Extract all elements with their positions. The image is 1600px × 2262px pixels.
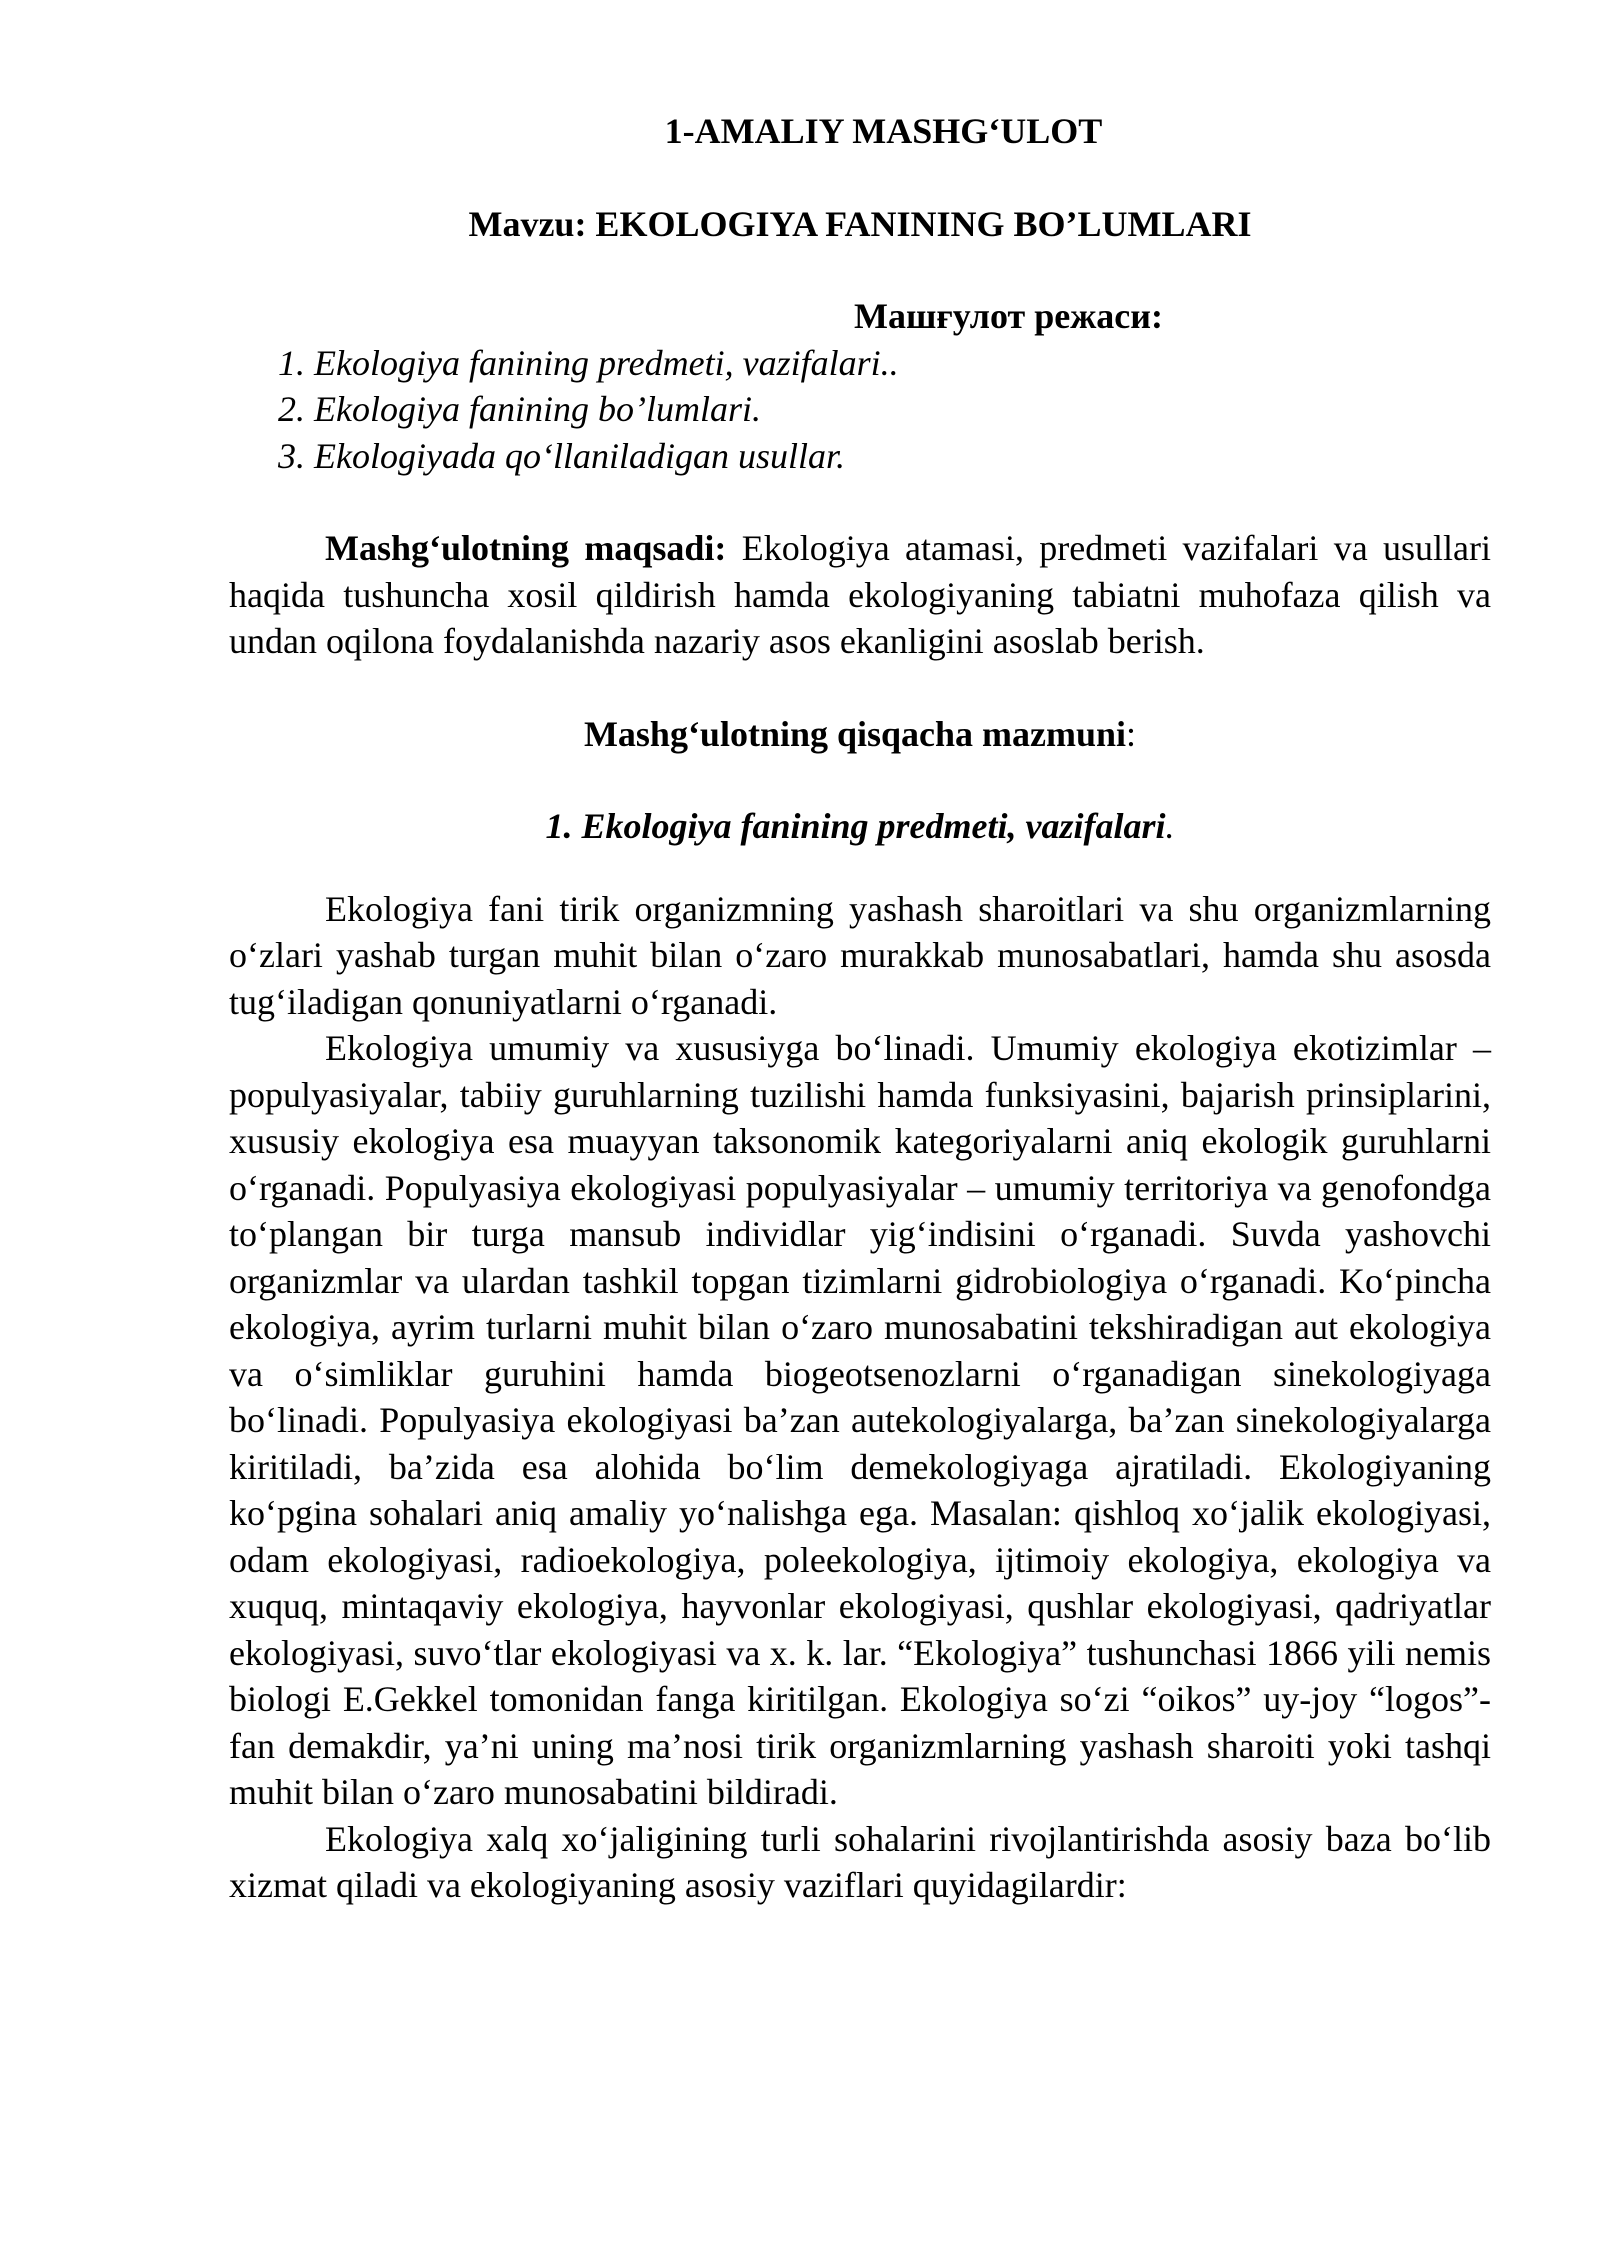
section-heading xyxy=(229,803,1491,850)
summary-heading-label: Mashg‘ulotning qisqacha mazmuni xyxy=(583,713,1127,754)
body-paragraph: Ekologiya fani tirik organizmning yashash sharoitlari va shu organizmlarning o‘zlari yashab turgan muhit bilan o‘zaro murakkab munosabatlari, hamda shu asosda tug‘iladigan qonuniyatlarni o‘rganadi. xyxy=(229,888,1491,1022)
plan-item: 1. Ekologiya fanining predmeti, vazifalari.. xyxy=(278,342,899,383)
goal-label: Mashg‘ulotning maqsadi: xyxy=(325,528,727,568)
body-paragraph: Ekologiya xalq xo‘jaligining turli sohalarini rivojlantirishda asosiy baza bo‘lib xizmat qiladi va ekologiyaning asosiy vaziflari quyidagilardir: xyxy=(229,1818,1491,1905)
section-heading-suffix: . xyxy=(1165,806,1175,846)
plan-item: 2. Ekologiya fanining bo’lumlari. xyxy=(278,389,761,429)
plan-heading: Машғулот режаси: xyxy=(853,296,1164,336)
body-paragraph: Ekologiya umumiy va xususiyga bo‘linadi. Umumiy ekologiya ekotizimlar – populyasiyalar, tabiiy guruhlarning tuzilishi hamda funksiyasini, bajarish prinsiplarini, xususiy ekologiya esa muayyan taksonomik kategoriyalarni aniq ekologik guruhlarni o‘rganadi. Populyasiya ekologiyasi populyasiyalar – umumiy territoriya va genofondga to‘plangan bir turga mansub individlar yig‘indisini o‘rganadi. Suvda yashovchi organizmlar va ulardan tashkil topgan tizimlarni gidrobiologiya o‘rganadi. Ko‘pincha ekologiya, ayrim turlarni muhit bilan o‘zaro munosabatini tekshiradigan aut ekologiya va o‘simliklar guruhini hamda biogeotsenozlarni o‘rganadigan sinekologiyaga bo‘linadi. Populyasiya ekologiyasi ba’zan autekologiyalarga, ba’zan sinekologiyalarga kiritiladi, ba’zida esa alohida bo‘lim demekologiyaga ajratiladi. Ekologiyaning ko‘pgina sohalari aniq amaliy yo‘nalishga ega. Masalan: qishloq xo‘jalik ekologiyasi, odam ekologiyasi, radioekologiya, poleekologiya, ijtimoiy ekologiya, ekologiya va xuquq, mintaqaviy ekologiya, hayvonlar ekologiyasi, qushlar ekologiyasi, qadriyatlar ekologiyasi, suvo‘tlar ekologiyasi va x. k. lar. “Ekologiya” tushunchasi 1866 yili nemis biologi E.Gekkel tomonidan fanga kiritilgan. Ekologiya so‘zi “oikos” uy-joy “logos”-fan demakdir, ya’ni uning ma’nosi tirik organizmlarning yashash sharoiti yoki tashqi muhit bilan o‘zaro munosabatini bildiradi. xyxy=(229,1028,1491,1812)
summary-heading xyxy=(229,711,1491,758)
goal-text: Ekologiya atamasi, predmeti vazifalari va usullari haqida tushuncha xosil qildirish hamda ekologiyaning tabiatni muhofaza qilish va undan oqilona foydalanishda nazariy asos ekanligini asoslab berish. xyxy=(229,528,1492,661)
section-heading-label: 1. Ekologiya fanining predmeti, vazifalari xyxy=(545,806,1166,846)
goal-paragraph xyxy=(229,525,1491,665)
document-page xyxy=(229,108,1491,1909)
plan-list xyxy=(229,340,1491,480)
document-title: 1-AMALIY MASHG‘ULOT xyxy=(664,111,1103,151)
topic-heading: Mavzu: EKOLOGIYA FANINING BO’LUMLARI xyxy=(468,203,1252,244)
summary-heading-suffix: : xyxy=(1126,713,1137,754)
plan-item: 3. Ekologiyada qo‘llaniladigan usullar. xyxy=(278,435,845,476)
